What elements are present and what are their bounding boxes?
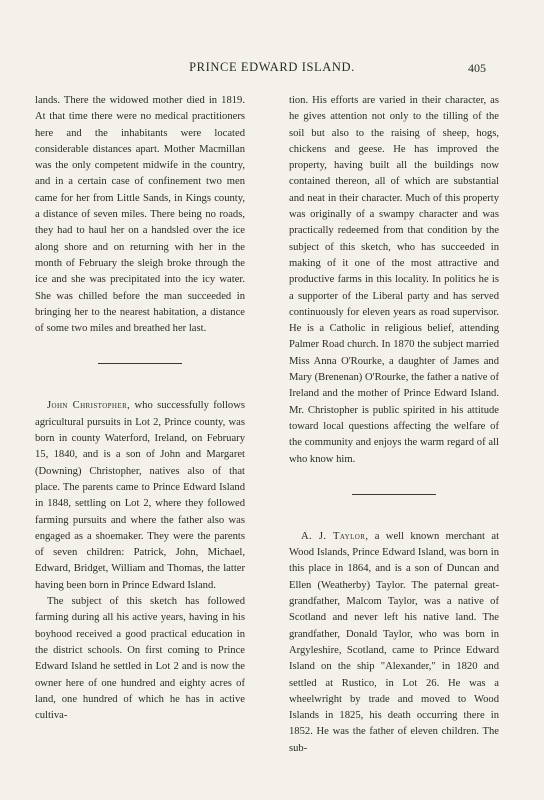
subject-name-christopher: John Christopher, bbox=[47, 400, 131, 412]
paragraph-taylor-intro-text: a well known merchant at Wood Islands, Prince Edward Island, was born in this place in 1864, and is a son of Duncan and Ellen (Weatherby) Taylor. The paternal great-grandfather, Malcom Taylor, was a native of Scotland and never left his native land. The grandfather, Donald Taylor, who was born in Argyleshire, Scotland, came to Prince Edward Island on the ship "Alexander," in 1820 and settled at Rustico, in Lot 26. He was a wheelwright by trade and moved to Wood Islands in 1825, his death occurring there in 1852. He was the father of eleven children. The sub- bbox=[289, 530, 500, 754]
subject-name-taylor: A. J. Taylor, bbox=[301, 530, 369, 542]
page-number: 405 bbox=[468, 61, 486, 75]
running-head: PRINCE EDWARD ISLAND. bbox=[189, 60, 355, 74]
section-divider bbox=[352, 494, 436, 495]
paragraph-christopher-intro-text: who successfully follows agricultural pursuits in Lot 2, Prince county, was born in county Waterford, Ireland, on February 15, 1840, and is a son of John and Margaret (Downing) Christopher, natives also of that place. The parents came to Prince Edward Island in 1848, settling on Lot 2, where they followed farming pursuits and where the father also was engaged as a shoemaker. They were the parents of seven children: Patrick, John, Michael, Edward, Bridget, William and Thomas, the latter having been born in Prince Edward Island. bbox=[35, 400, 245, 591]
paragraph-christopher-continued: tion. His efforts are varied in their character, as he gives attention not only to the tilling of the soil but also to the raising of sheep, hogs, chickens and geese. He has improved the property, having built all the buildings now contained thereon, all of which are substantial and neat in their character. Much of this property was originally of a swampy character and was practically redeemed from that condition by the subject of this sketch, who has succeeded in making of it one of the most attractive and productive farms in this locality. In politics he is a supporter of the Liberal party and has served continuously for eleven years as road supervisor. He is a Catholic in religious belief, attending Palmer Road church. In 1870 the subject married Miss Anna O'Rourke, a daughter of James and Mary (Brenenan) O'Rourke, the father a native of Ireland and the mother of Prince Edward Island. Mr. Christopher is public spirited in his attitude toward local questions affecting the welfare of the community and enjoys the warm regard of all who know him. bbox=[289, 95, 499, 465]
paragraph-christopher-intro bbox=[35, 398, 245, 594]
page-header bbox=[0, 60, 544, 78]
paragraph-macmillan-end: lands. There the widowed mother died in 1819. At that time there were no medical practitioners here and the inhabitants were located considerable distances apart. Mother Macmillan was the only competent midwife in the country, and in a certain case of confinement two men came for her from Little Sands, in Kings county, a distance of seven miles. There being no roads, they had to haul her on a handsled over the ice along shore and on returning with her in the month of February the sleigh broke through the ice and she was precipitated into the icy water. She was chilled before the man succeeded in bringing her to the nearest habitation, a distance of some two miles and breathed her last. bbox=[35, 95, 245, 335]
paragraph-christopher-farming: The subject of this sketch has followed farming during all his active years, having in his boyhood received a good practical education in the district schools. On first coming to Prince Edward Island he settled in Lot 2 and is now the owner here of one hundred and eighty acres of land, one hundred of which he has in active cultiva- bbox=[35, 596, 245, 722]
paragraph-taylor-intro bbox=[289, 529, 499, 757]
section-divider bbox=[98, 363, 182, 364]
right-column bbox=[289, 93, 499, 757]
left-column bbox=[35, 93, 245, 724]
